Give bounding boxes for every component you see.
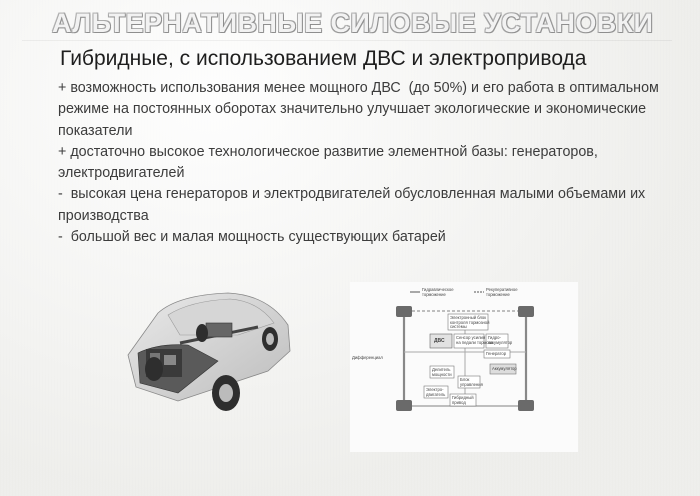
slide-title: АЛЬТЕРНАТИВНЫЕ СИЛОВЫЕ УСТАНОВКИ	[52, 8, 654, 38]
label-pedal-sensor: Сенсор усилия на педали тормоза	[456, 335, 493, 345]
diagram-lines	[350, 282, 578, 452]
label-accumulator: Аккумулятор	[492, 366, 517, 371]
bullet-list	[58, 78, 678, 248]
hybrid-car-illustration	[118, 283, 296, 423]
hybrid-system-diagram	[350, 282, 578, 452]
label-ice: ДВС	[434, 338, 445, 344]
label-regenerative-braking: Рекуперативное торможение	[486, 287, 518, 297]
label-power-split: Делитель мощности	[432, 367, 452, 377]
bullet-item: - большой вес и малая мощность существующих батарей	[58, 229, 446, 246]
label-control-unit: Блок управления	[460, 377, 483, 387]
divider	[22, 40, 672, 41]
bullet-item: - высокая цена генераторов и электродвигателей обусловленная малыми объемами их производства	[58, 186, 650, 224]
label-brake-control-unit: Электронный блок контроля тормозной системы	[450, 315, 490, 330]
label-hydro-accumulator: Гидро- аккумулятор	[488, 335, 513, 345]
label-hybrid-drive: Гибридный привод	[452, 395, 474, 405]
label-electric-motor: Электро- двигатель	[426, 387, 446, 397]
bullet-item: + достаточно высокое технологическое развитие элементной базы: генераторов, электродвигателей	[58, 143, 602, 182]
label-differential: Дифференциал	[352, 355, 383, 360]
label-generator: Генератор	[486, 351, 507, 356]
bullet-item: + возможность использования менее мощного ДВС (до 50%) и его работа в оптимальном режиме на постоянных оборотах значительно улучшает экологические и экономические показатели	[58, 80, 663, 139]
label-hydraulic-braking: Гидравлическое торможение	[422, 287, 454, 297]
slide-subtitle: Гибридные, с использованием ДВС и электропривода	[60, 47, 587, 70]
